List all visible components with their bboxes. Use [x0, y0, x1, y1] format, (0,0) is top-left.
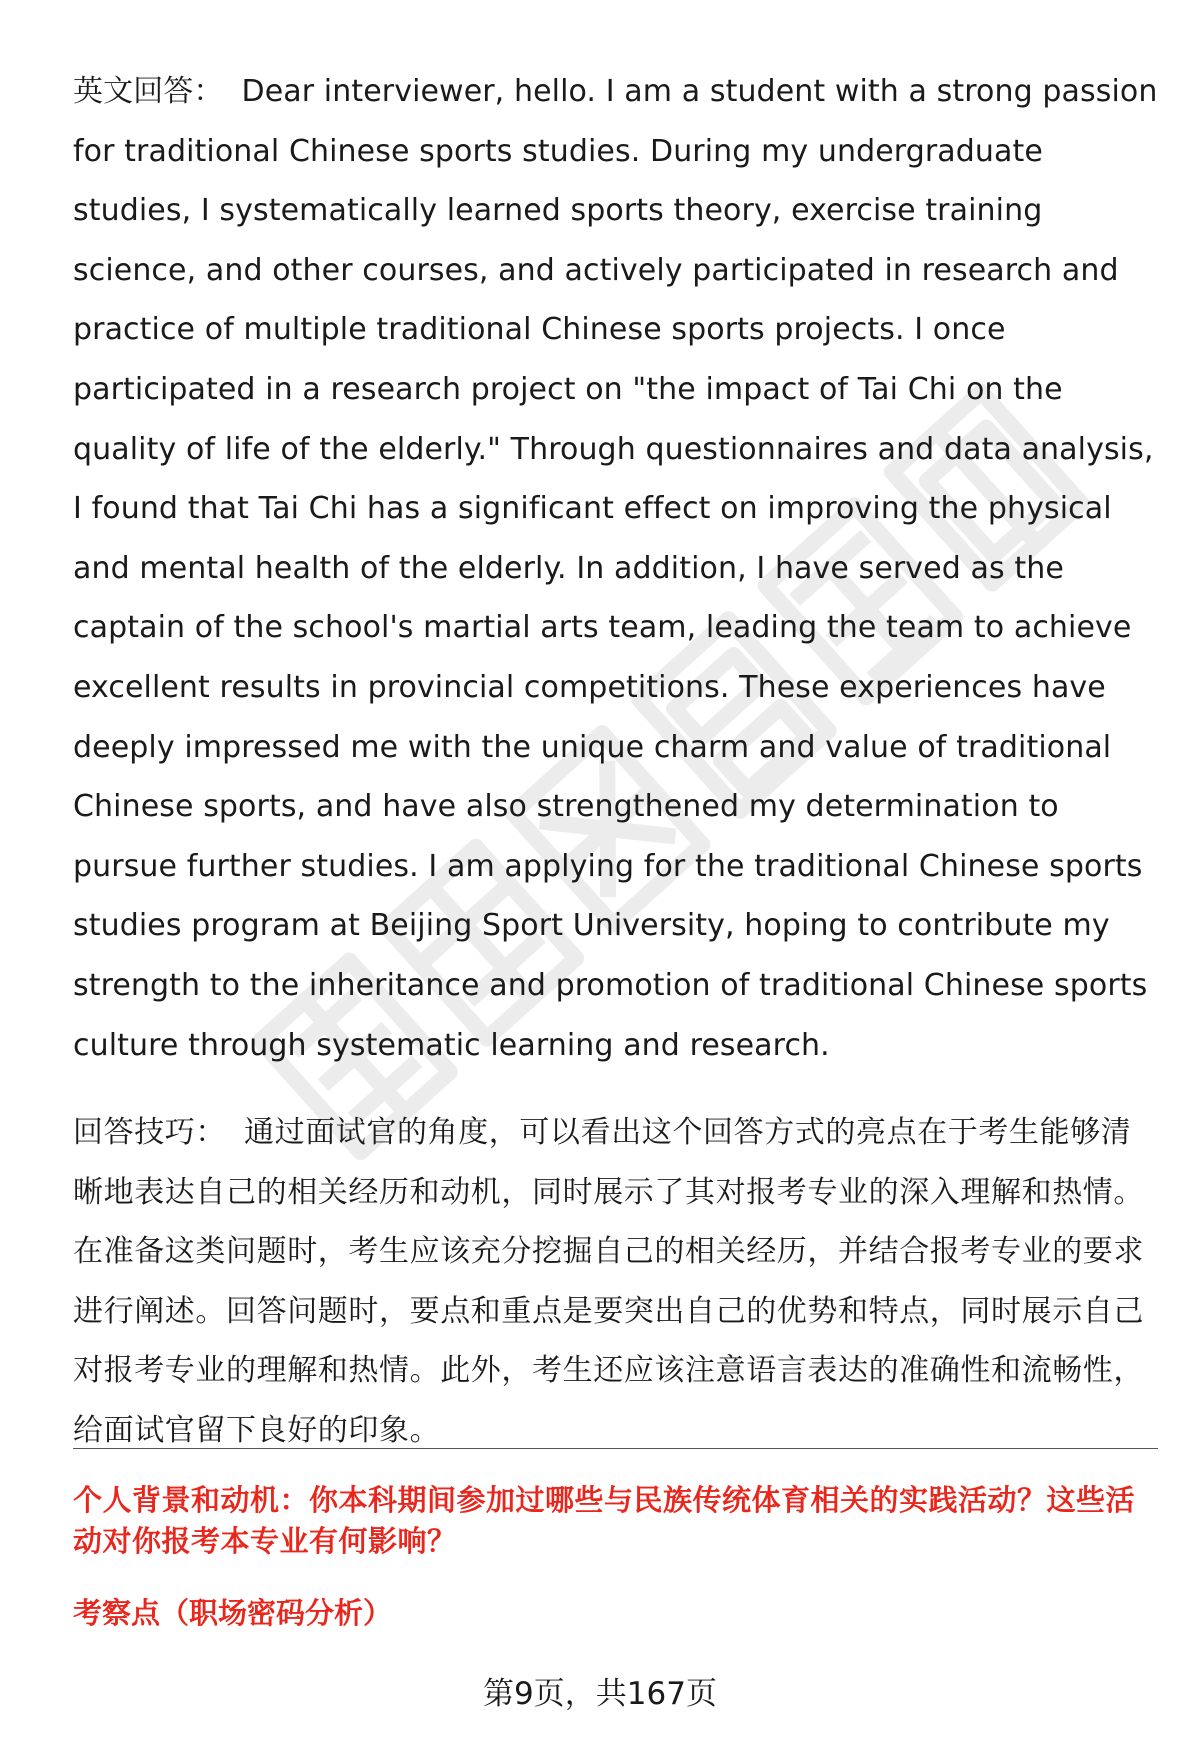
answer-tips-label: 回答技巧： [73, 1115, 226, 1151]
page-number-footer: 第9页，共167页 [483, 1676, 717, 1712]
answer-tips-text: 通过面试官的角度，可以看出这个回答方式的亮点在于考生能够清晰地表达自己的相关经历和动机，同时展示了其对报考专业的深入理解和热情。在准备这类问题时，考生应该充分挖掘自己的相关经历，并结合报考专业的要求进行阐述。回答问题时，要点和重点是要突出自己的优势和特点，同时展示自己对报考专业的理解和热情。此外，考生还应该注意语言表达的准确性和流畅性，给面试官留下良好的印象。 [73, 1115, 1144, 1449]
english-answer-text: Dear interviewer, hello. I am a student with a strong passion for traditional Chinese sports studies. During my undergraduate studies, I systematically learned sports theory, exercise training science, and other courses, and actively participated in research and practice of multiple traditional Chinese sports projects. I once participated in a research project on "the impact of Tai Chi on the quality of life of the elderly." Through questionnaires and data analysis, I found that Tai Chi has a significant effect on improving the physical and mental health of the elderly. In addition, I have served as the captain of the school's martial arts team, leading the team to achieve excellent results in provincial competitions. These experiences have deeply impressed me with the unique charm and value of traditional Chinese sports, and have also strengthened my determination to pursue further studies. I am applying for the traditional Chinese sports studies program at Beijing Sport University, hoping to contribute my strength to the inheritance and promotion of traditional Chinese sports culture through systematic learning and research. [73, 74, 1158, 1063]
english-answer-label: 英文回答： [73, 74, 224, 109]
english-answer-paragraph [73, 62, 1158, 1075]
analysis-subheading: 考察点（职场密码分析） [73, 1596, 393, 1630]
section-divider [73, 1448, 1158, 1449]
answer-tips-paragraph [73, 1103, 1158, 1461]
main-content [73, 62, 1158, 1461]
interview-question: 个人背景和动机：你本科期间参加过哪些与民族传统体育相关的实践活动？这些活动对你报考本专业有何影响？ [73, 1483, 1136, 1558]
